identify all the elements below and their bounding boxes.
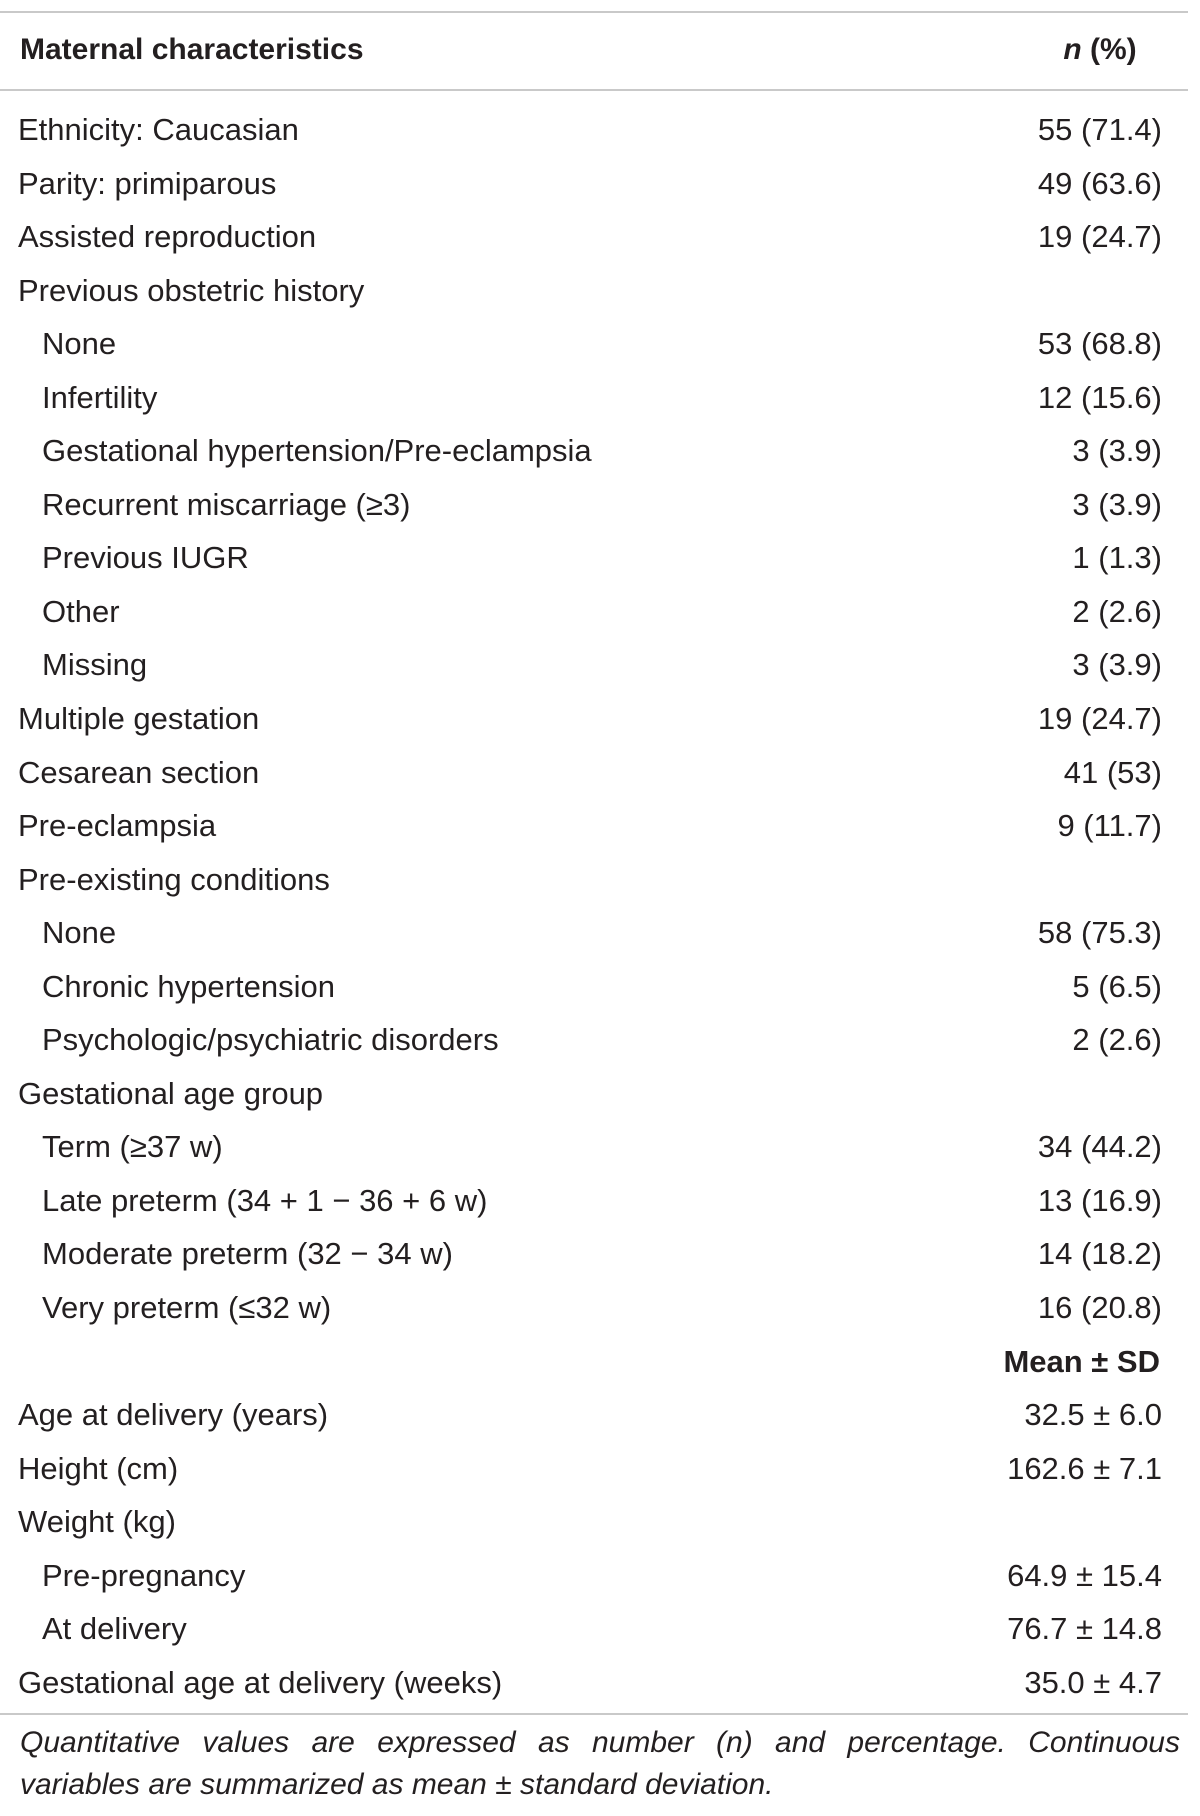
row-label: Multiple gestation (18, 701, 260, 737)
row-value: 16 (20.8) (1037, 1290, 1162, 1326)
row-value: 34 (44.2) (1037, 1129, 1162, 1165)
row-value: 12 (15.6) (1037, 379, 1162, 415)
header-n-percent (1034, 33, 1166, 67)
row-value: 3 (3.9) (1072, 647, 1162, 683)
table-row (0, 479, 1188, 533)
table-row (0, 265, 1188, 319)
table-row (0, 639, 1188, 693)
row-label: Previous obstetric history (18, 272, 365, 308)
mean-sd-header: Mean ± SD (1003, 1343, 1160, 1379)
row-label: Previous IUGR (42, 540, 249, 576)
table-row (0, 1228, 1188, 1282)
table-row (0, 211, 1188, 265)
row-label: Term (≥37 w) (42, 1129, 223, 1165)
table-row (0, 1282, 1188, 1336)
table-row (0, 1443, 1188, 1497)
row-label: Age at delivery (years) (18, 1397, 329, 1433)
row-label: Weight (kg) (18, 1504, 176, 1540)
table-header-rule (0, 89, 1188, 91)
row-label: Gestational age at delivery (weeks) (18, 1664, 503, 1700)
table-row (0, 1175, 1188, 1229)
row-label: Missing (42, 647, 148, 683)
row-value: 32.5 ± 6.0 (1024, 1397, 1162, 1433)
table-footnote: Quantitative values are expressed as number (n) and percentage. Continuous variables are summarized as mean ± standard deviation. (20, 1726, 1180, 1801)
row-label: None (42, 326, 117, 362)
row-label: Psychologic/psychiatric disorders (42, 1022, 499, 1058)
row-label: Gestational age group (18, 1075, 324, 1111)
row-value: 35.0 ± 4.7 (1024, 1664, 1162, 1700)
row-value: 41 (53) (1063, 754, 1162, 790)
row-label: Very preterm (≤32 w) (42, 1290, 332, 1326)
row-label: Height (cm) (18, 1450, 179, 1486)
row-label: None (42, 915, 117, 951)
table-row (0, 104, 1188, 158)
table-row (0, 1657, 1188, 1711)
table-row (0, 532, 1188, 586)
row-label: Gestational hypertension/Pre-eclampsia (42, 433, 592, 469)
row-value: 5 (6.5) (1072, 968, 1162, 1004)
row-value: 162.6 ± 7.1 (1007, 1450, 1162, 1486)
table-row (0, 693, 1188, 747)
row-value: 3 (3.9) (1072, 433, 1162, 469)
header-characteristics: Maternal characteristics (20, 33, 364, 66)
table-row (0, 318, 1188, 372)
table-row (0, 1014, 1188, 1068)
row-value: 19 (24.7) (1037, 219, 1162, 255)
table-row (0, 961, 1188, 1015)
table-row (0, 854, 1188, 908)
table-row (0, 372, 1188, 426)
row-value: 55 (71.4) (1037, 112, 1162, 147)
table-row (0, 800, 1188, 854)
table-row (0, 586, 1188, 640)
header-n: n (1063, 33, 1082, 66)
row-label: At delivery (42, 1611, 187, 1647)
row-label: Late preterm (34 + 1 − 36 + 6 w) (42, 1182, 488, 1218)
row-value: 1 (1.3) (1072, 540, 1162, 576)
row-value: 76.7 ± 14.8 (1007, 1611, 1162, 1647)
row-value: 49 (63.6) (1037, 165, 1162, 201)
row-label: Pre-existing conditions (18, 861, 330, 897)
row-value: 53 (68.8) (1037, 326, 1162, 362)
row-label: Chronic hypertension (42, 968, 335, 1004)
table-row (0, 425, 1188, 479)
row-value: 58 (75.3) (1037, 915, 1162, 951)
table-row (0, 1121, 1188, 1175)
row-label: Infertility (42, 379, 158, 415)
row-value: 64.9 ± 15.4 (1007, 1557, 1162, 1593)
table-row (0, 1068, 1188, 1122)
header-percent: (%) (1081, 33, 1137, 66)
table-row (0, 1550, 1188, 1604)
row-label: Pre-eclampsia (18, 808, 217, 844)
row-value: 9 (11.7) (1057, 808, 1162, 844)
row-label: Ethnicity: Caucasian (18, 112, 299, 147)
table-header (0, 11, 1188, 89)
row-label: Parity: primiparous (18, 165, 277, 201)
row-value: 2 (2.6) (1072, 1022, 1162, 1058)
row-label: Pre-pregnancy (42, 1557, 246, 1593)
table-row (0, 1389, 1188, 1443)
table-row (0, 747, 1188, 801)
row-label: Cesarean section (18, 754, 260, 790)
row-value: 13 (16.9) (1037, 1182, 1162, 1218)
table-subheader-row (0, 1336, 1188, 1390)
row-value: 14 (18.2) (1037, 1236, 1162, 1272)
table-row (0, 158, 1188, 212)
row-value: 2 (2.6) (1072, 593, 1162, 629)
table-bottom-rule (0, 1713, 1188, 1715)
row-value: 19 (24.7) (1037, 701, 1162, 737)
row-label: Assisted reproduction (18, 219, 317, 255)
table-body (0, 104, 1188, 1710)
row-label: Recurrent miscarriage (≥3) (42, 486, 411, 522)
row-label: Other (42, 593, 120, 629)
row-label: Moderate preterm (32 − 34 w) (42, 1236, 453, 1272)
table-row (0, 1496, 1188, 1550)
table-row (0, 907, 1188, 961)
row-value: 3 (3.9) (1072, 486, 1162, 522)
table-row (0, 1603, 1188, 1657)
